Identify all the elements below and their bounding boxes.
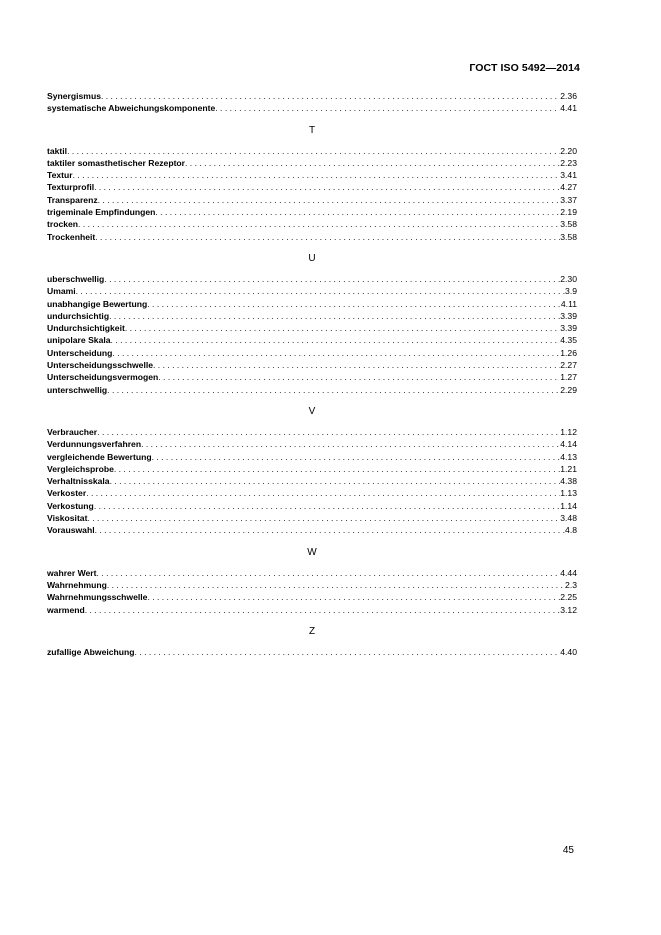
- section-letter: V: [308, 405, 316, 417]
- index-entry: [47, 310, 577, 322]
- dot-leader: [114, 463, 560, 475]
- index-reference: 4.35: [560, 335, 577, 346]
- section-letter: U: [308, 252, 316, 264]
- index-entry: [47, 426, 577, 438]
- dot-leader: [110, 475, 561, 487]
- index-term: unterschwellig: [47, 384, 108, 395]
- index-term: Unterscheidungsvermogen: [47, 372, 159, 383]
- dot-leader: [153, 359, 560, 371]
- index-reference: 1.27: [560, 372, 577, 383]
- index-reference: 4.11: [560, 298, 577, 309]
- dot-leader: [155, 206, 560, 218]
- dot-leader: [107, 579, 565, 591]
- index-term: unabhangige Bewertung: [47, 298, 148, 309]
- dot-leader: [107, 384, 560, 396]
- index-reference: 4.27: [560, 182, 577, 193]
- index-entry: [47, 512, 577, 524]
- index-term: Unterscheidungsschwelle: [47, 360, 154, 371]
- index-reference: 2.36: [560, 91, 577, 101]
- index-entry: [47, 475, 577, 487]
- index-term: Trockenheit: [47, 231, 96, 242]
- dot-leader: [95, 524, 565, 536]
- dot-leader: [141, 438, 560, 450]
- index-term: Unterscheidung: [47, 347, 113, 358]
- index-entry: [47, 500, 577, 512]
- index-term: warmend: [47, 604, 85, 615]
- index-term: Textur: [47, 170, 73, 181]
- document-header: ГОСТ ISO 5492—2014: [469, 62, 580, 74]
- index-entry: [47, 218, 577, 230]
- dot-leader: [111, 334, 561, 346]
- section-letter: W: [307, 546, 317, 558]
- index-term: Verbraucher: [47, 426, 98, 437]
- dot-leader: [86, 487, 560, 499]
- index-reference: 3.41: [560, 170, 577, 181]
- dot-leader: [147, 298, 561, 310]
- dot-leader: [215, 102, 560, 114]
- index-entry: [47, 384, 577, 396]
- dot-leader: [98, 194, 561, 206]
- index-reference: 3.48: [560, 513, 577, 524]
- page-number: 45: [562, 845, 574, 856]
- index-term: Verkoster: [47, 488, 87, 499]
- index-term: Viskositat: [47, 513, 88, 524]
- index-reference: 3.58: [560, 231, 577, 242]
- index-reference: 1.13: [560, 488, 577, 499]
- index-reference: 1.21: [560, 463, 577, 474]
- index-reference: 2.25: [560, 592, 577, 603]
- index-reference: 3.39: [560, 323, 577, 334]
- index-term: unipolare Skala: [47, 335, 111, 346]
- dot-leader: [147, 591, 560, 603]
- index-reference: 2.20: [560, 145, 577, 156]
- index-reference: 2.27: [560, 360, 577, 371]
- index-entry: [47, 567, 577, 579]
- index-term: taktiler somasthetischer Rezeptor: [47, 157, 186, 168]
- dot-leader: [76, 285, 565, 297]
- index-entry: [47, 359, 577, 371]
- index-section-z: [47, 625, 577, 658]
- dot-leader: [109, 310, 560, 322]
- index-reference: 3.58: [560, 219, 577, 230]
- index-entry: [47, 591, 577, 603]
- index-reference: 2.29: [560, 384, 577, 395]
- dot-leader: [97, 426, 560, 438]
- index-entry: [47, 169, 577, 181]
- index-term: Texturprofil: [47, 182, 95, 193]
- index-term: Umami: [47, 286, 76, 297]
- index-term: Undurchsichtigkeit: [47, 323, 125, 334]
- dot-leader: [67, 145, 560, 157]
- index-term: wahrer Wert: [47, 567, 97, 578]
- dot-leader: [78, 218, 560, 230]
- index-section-w: [47, 546, 577, 616]
- index-term: Verkostung: [47, 500, 94, 511]
- index-reference: 2.19: [560, 207, 577, 218]
- index-entry: [47, 322, 577, 334]
- index-reference: 4.14: [560, 439, 577, 450]
- index-entry: [47, 90, 577, 102]
- index-reference: 3.37: [560, 194, 577, 205]
- index-reference: 3.12: [560, 604, 577, 615]
- index-term: Synergismus: [47, 91, 101, 101]
- dot-leader: [135, 646, 561, 658]
- index-term: vergleichende Bewertung: [47, 451, 152, 462]
- index-term: Verhaltnisskala: [47, 476, 110, 487]
- index-term: undurchsichtig: [47, 310, 110, 321]
- index-reference: 2.23: [560, 157, 577, 168]
- index-reference: 4.13: [560, 451, 577, 462]
- dot-leader: [95, 231, 560, 243]
- index-entry: [47, 102, 577, 114]
- index-term: Wahrnehmung: [47, 579, 107, 590]
- index-entry: [47, 181, 577, 193]
- index-section-continued: [47, 90, 577, 115]
- index-reference: 2.3: [565, 579, 577, 590]
- index-entry: [47, 194, 577, 206]
- dot-leader: [101, 90, 560, 102]
- index-entry: [47, 579, 577, 591]
- index-entry: [47, 524, 577, 536]
- section-letter: T: [308, 124, 316, 136]
- dot-leader: [85, 604, 561, 616]
- index-entry: [47, 145, 577, 157]
- index-reference: 2.30: [560, 273, 577, 284]
- index-entry: [47, 206, 577, 218]
- index-reference: 4.38: [560, 476, 577, 487]
- dot-leader: [73, 169, 561, 181]
- index-reference: 4.40: [560, 646, 577, 657]
- dot-leader: [152, 451, 561, 463]
- index-term: zufallige Abweichung: [47, 646, 135, 657]
- dot-leader: [125, 322, 560, 334]
- index-reference: 1.12: [560, 426, 577, 437]
- dot-leader: [158, 371, 560, 383]
- section-letter: Z: [308, 625, 316, 637]
- dot-leader: [94, 181, 560, 193]
- index-term: taktil: [47, 145, 68, 156]
- index-reference: 4.41: [560, 103, 577, 114]
- index-entry: [47, 451, 577, 463]
- index-term: trocken: [47, 219, 79, 230]
- index-entry: [47, 273, 577, 285]
- index-entry: [47, 157, 577, 169]
- index-term: uberschwellig: [47, 273, 105, 284]
- index-entry: [47, 298, 577, 310]
- index-term: Vergleichsprobe: [47, 463, 114, 474]
- dot-leader: [112, 347, 560, 359]
- index-term: Vorauswahl: [47, 525, 95, 536]
- index-term: trigeminale Empfindungen: [47, 207, 156, 218]
- alphabetical-index: [47, 90, 577, 658]
- index-entry: [47, 371, 577, 383]
- index-reference: 1.14: [560, 500, 577, 511]
- dot-leader: [185, 157, 560, 169]
- index-entry: [47, 231, 577, 243]
- index-term: Verdunnungsverfahren: [47, 439, 142, 450]
- index-reference: 3.39: [560, 310, 577, 321]
- dot-leader: [94, 500, 560, 512]
- dot-leader: [87, 512, 560, 524]
- index-entry: [47, 438, 577, 450]
- index-reference: 1.26: [560, 347, 577, 358]
- index-reference: 4.44: [560, 567, 577, 578]
- index-section-v: [47, 405, 577, 537]
- dot-leader: [104, 273, 560, 285]
- index-entry: [47, 604, 577, 616]
- index-entry: [47, 334, 577, 346]
- index-term: systematische Abweichungskomponente: [47, 103, 216, 114]
- dot-leader: [97, 567, 561, 579]
- index-section-t: [47, 124, 577, 243]
- index-term: Transparenz: [47, 194, 98, 205]
- index-entry: [47, 463, 577, 475]
- index-entry: [47, 285, 577, 297]
- index-term: Wahrnehmungsschwelle: [47, 592, 148, 603]
- index-section-u: [47, 252, 577, 396]
- index-reference: 3.9: [565, 286, 577, 297]
- index-entry: [47, 487, 577, 499]
- index-reference: 4.8: [565, 525, 577, 536]
- index-entry: [47, 347, 577, 359]
- index-entry: [47, 646, 577, 658]
